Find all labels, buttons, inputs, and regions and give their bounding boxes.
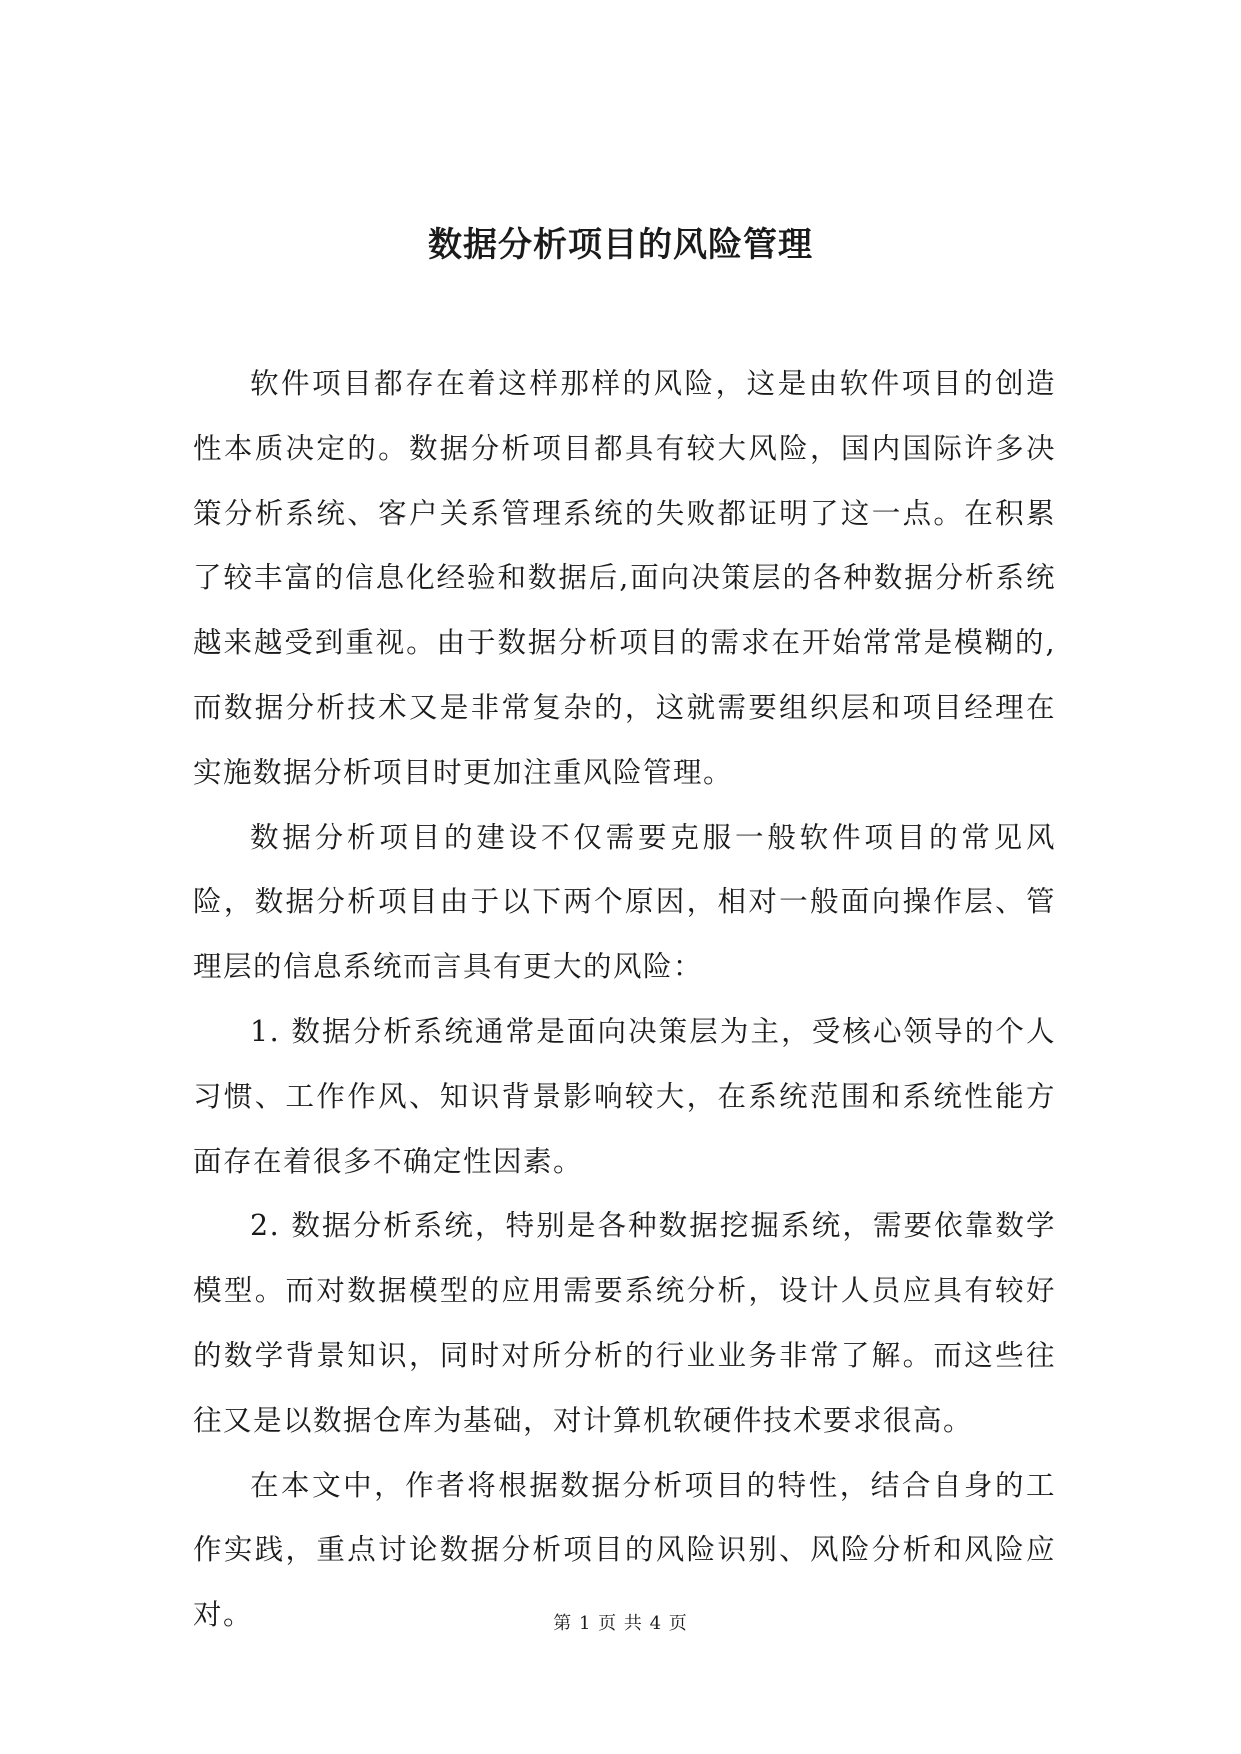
paragraph-reason-2: 2. 数据分析系统，特别是各种数据挖掘系统，需要依靠数学模型。而对数据模型的应用需要系统分析，设计人员应具有较好的数学背景知识，同时对所分析的行业业务非常了解。而这些往往又是以数据仓库为基础，对计算机软硬件技术要求很高。 — [193, 1209, 1056, 1437]
paragraph-reason-1: 1. 数据分析系统通常是面向决策层为主，受核心领导的个人习惯、工作作风、知识背景影响较大，在系统范围和系统性能方面存在着很多不确定性因素。 — [193, 1014, 1056, 1178]
paragraph-intro: 软件项目都存在着这样那样的风险，这是由软件项目的创造性本质决定的。数据分析项目都具有较大风险，国内国际许多决策分析系统、客户关系管理系统的失败都证明了这一点。在积累了较丰富的信息化经验和数据后,面向决策层的各种数据分析系统越来越受到重视。由于数据分析项目的需求在开始常常是模糊的,而数据分析技术又是非常复杂的，这就需要组织层和项目经理在实施数据分析项目时更加注重风险管理。 — [193, 367, 1056, 789]
document-body — [193, 352, 1056, 1648]
document-title: 数据分析项目的风险管理 — [428, 225, 813, 265]
page-number-footer: 第 1 页 共 4 页 — [553, 1613, 688, 1634]
paragraph-scope: 在本文中，作者将根据数据分析项目的特性，结合自身的工作实践，重点讨论数据分析项目的风险识别、风险分析和风险应对。 — [193, 1468, 1056, 1632]
paragraph-risk-reasons: 数据分析项目的建设不仅需要克服一般软件项目的常见风险，数据分析项目由于以下两个原因，相对一般面向操作层、管理层的信息系统而言具有更大的风险： — [193, 820, 1056, 984]
